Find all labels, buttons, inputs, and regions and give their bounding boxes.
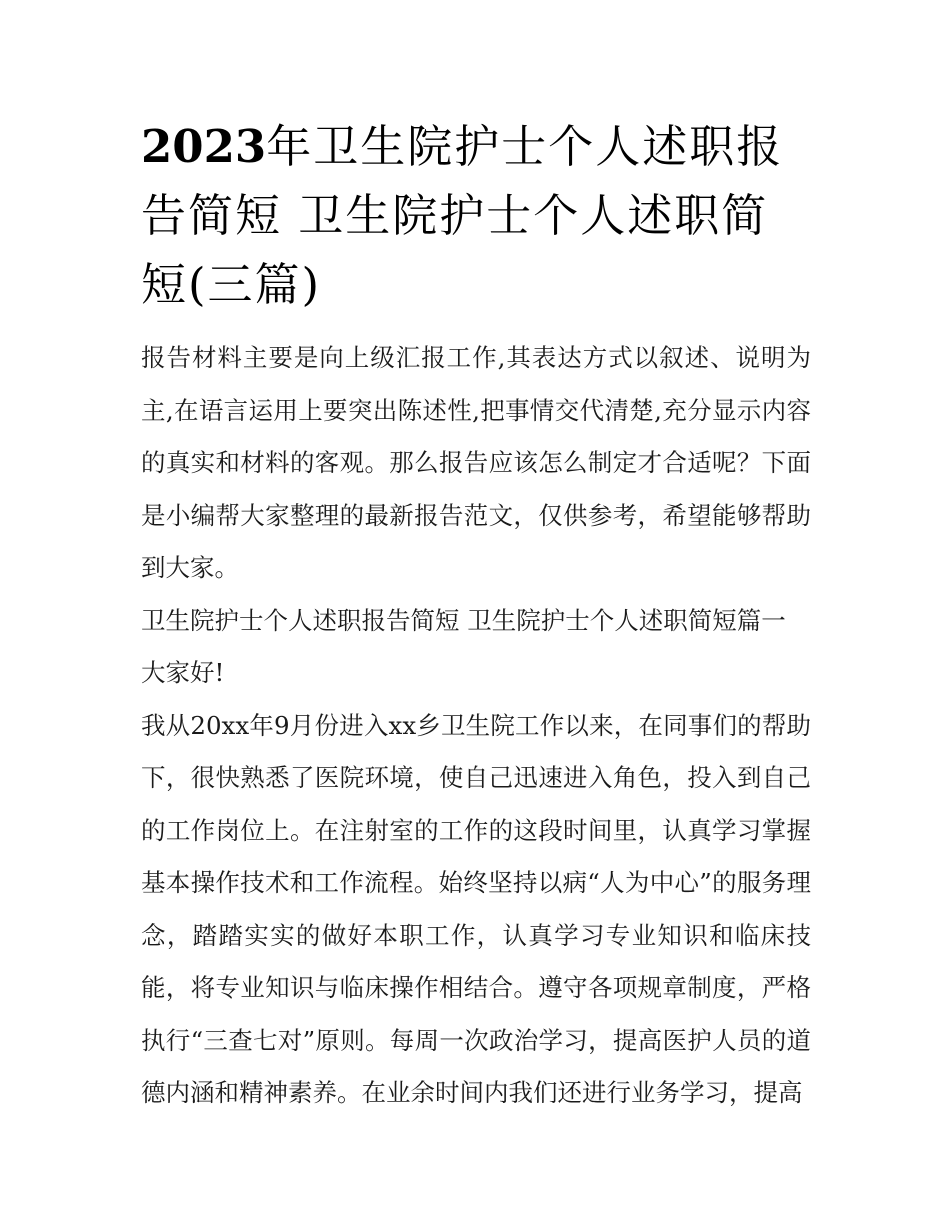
title-year: 2023: [141, 120, 267, 173]
title-text: 年卫生院护士个人述职报告简短 卫生院护士个人述职简短(三篇): [141, 120, 784, 311]
document-title: [141, 112, 811, 319]
greeting-paragraph: 大家好!: [141, 658, 225, 687]
document-body: [141, 112, 811, 1120]
section-heading: 卫生院护士个人述职报告简短 卫生院护士个人述职简短篇一: [141, 605, 786, 635]
body-paragraph: 我从20xx年9月份进入xx乡卫生院工作以来，在同事们的帮助下，很快熟悉了医院环境，使自己迅速进入角色，投入到自己的工作岗位上。在注射室的工作的这段时间里，认真学习掌握基本操作技术和工作流程。始终坚持以病“人为中心”的服务理念，踏踏实实的做好本职工作，认真学习专业知识和临床技能，将专业知识与临床操作相结合。遵守各项规章制度，严格执行“三查七对”原则。每周一次政治学习，提高医护人员的道德内涵和精神素养。在业余时间内我们还进行业务学习，提高: [141, 710, 811, 1107]
intro-paragraph: 报告材料主要是向上级汇报工作,其表达方式以叙述、说明为主,在语言运用上要突出陈述性,把事情交代清楚,充分显示内容的真实和材料的客观。那么报告应该怎么制定才合适呢？下面是小编帮大家整理的最新报告范文，仅供参考，希望能够帮助到大家。: [141, 343, 811, 582]
